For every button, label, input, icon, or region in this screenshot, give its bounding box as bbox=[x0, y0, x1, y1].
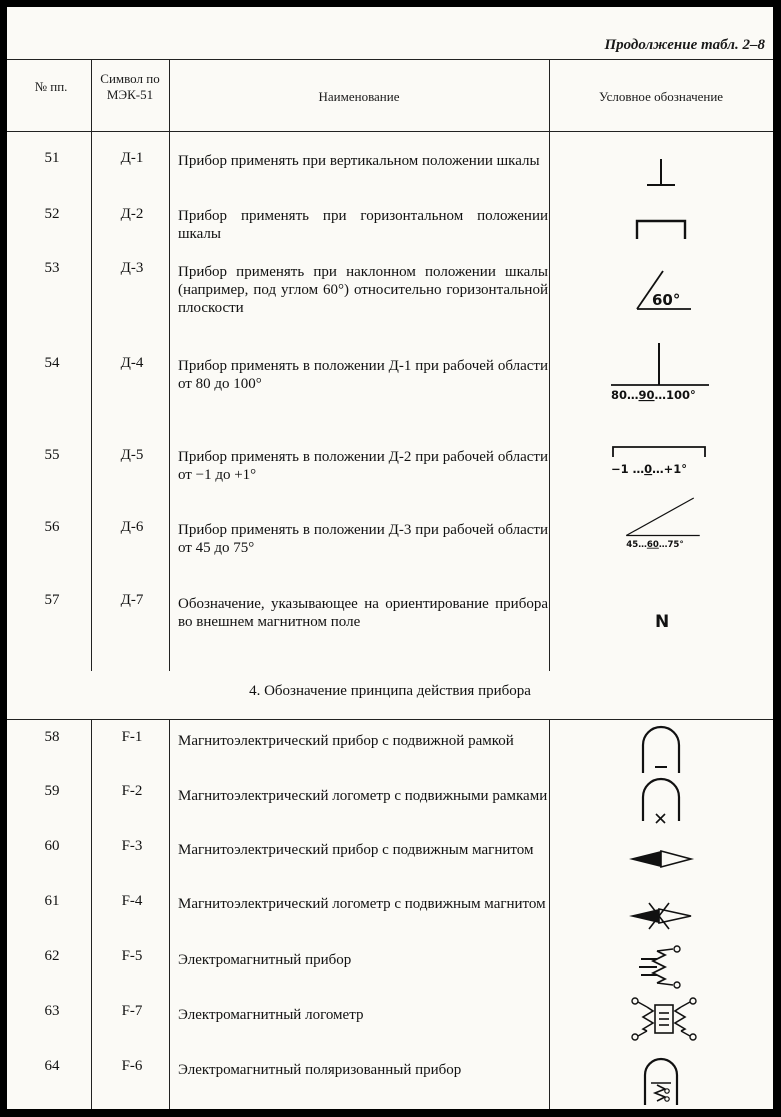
row-symbol: Д-2 bbox=[120, 206, 144, 222]
row-symbol: F-4 bbox=[121, 893, 143, 909]
row-name: Прибор применять в положении Д-3 при рабочей области от 45 до 75° bbox=[178, 522, 548, 556]
moving-coil-icon bbox=[597, 721, 747, 781]
row-name: Прибор применять при вертикальном положении шкалы bbox=[178, 153, 540, 169]
row-number: 63 bbox=[44, 1003, 60, 1019]
bracket-icon bbox=[597, 203, 747, 263]
row-symbol: F-3 bbox=[121, 838, 143, 854]
header-mark: Условное обозначение bbox=[598, 89, 724, 104]
row-number: 58 bbox=[44, 729, 60, 745]
row-number: 56 bbox=[44, 519, 60, 535]
range-start: −1 … bbox=[611, 462, 645, 476]
row-name: Прибор применять в положении Д-1 при рабочей области от 80 до 100° bbox=[178, 358, 548, 392]
row-name: Электромагнитный поляризованный прибор bbox=[178, 1062, 462, 1078]
row-name: Прибор применять при наклонном положении шкалы (например, под углом 60°) относительно горизонтальной плоскости bbox=[178, 264, 548, 316]
moving-magnet-ratio-icon bbox=[597, 885, 747, 945]
range-end: …100° bbox=[654, 388, 696, 402]
row-symbol: Д-1 bbox=[120, 150, 144, 166]
row-number: 61 bbox=[44, 893, 60, 909]
range-mid: 0 bbox=[644, 462, 653, 476]
row-name: Прибор применять в положении Д-2 при рабочей области от −1 до +1° bbox=[178, 449, 548, 483]
incline-range-icon bbox=[597, 495, 747, 555]
row-name: Электромагнитный логометр bbox=[178, 1007, 364, 1023]
row-symbol: Д-5 bbox=[120, 447, 144, 463]
header-name: Наименование bbox=[318, 89, 400, 104]
row-symbol: F-1 bbox=[121, 729, 143, 745]
row-symbol: Д-6 bbox=[120, 519, 144, 535]
header-symbol: Символ по МЭК-51 bbox=[100, 71, 160, 102]
row-number: 53 bbox=[44, 260, 60, 276]
perpendicular-icon bbox=[597, 147, 747, 207]
column-divider bbox=[549, 719, 550, 1109]
row-number: 64 bbox=[44, 1058, 60, 1074]
polarized-electromagnetic-icon bbox=[597, 1047, 747, 1107]
moving-coil-ratio-icon bbox=[597, 777, 747, 837]
row-number: 62 bbox=[44, 948, 60, 964]
range-end: …75° bbox=[658, 539, 684, 550]
angle-label: 60° bbox=[652, 291, 681, 309]
range-start: 45… bbox=[626, 539, 647, 550]
column-divider bbox=[169, 719, 170, 1109]
row-name: Обозначение, указывающее на ориентирование прибора во внешнем магнитном поле bbox=[178, 596, 548, 630]
column-divider bbox=[91, 719, 92, 1109]
row-name: Магнитоэлектрический логометр с подвижным магнитом bbox=[178, 896, 546, 912]
row-number: 55 bbox=[44, 447, 60, 463]
row-symbol: F-6 bbox=[121, 1058, 143, 1074]
range-end: …+1° bbox=[652, 462, 688, 476]
row-number: 52 bbox=[44, 206, 60, 222]
column-divider bbox=[91, 59, 92, 671]
vertical-range-icon bbox=[597, 343, 747, 403]
section-rule bbox=[7, 719, 773, 720]
moving-magnet-icon bbox=[597, 829, 747, 889]
row-symbol: F-2 bbox=[121, 783, 143, 799]
electromagnetic-ratio-icon bbox=[597, 989, 747, 1049]
electromagnetic-icon bbox=[597, 937, 747, 997]
header-bottom-rule bbox=[7, 131, 773, 132]
row-number: 54 bbox=[44, 355, 60, 371]
row-symbol: Д-4 bbox=[120, 355, 144, 371]
svg-text:45…60…75° bbox=[626, 540, 683, 550]
row-name: Магнитоэлектрический прибор с подвижным магнитом bbox=[178, 842, 534, 858]
row-name: Электромагнитный прибор bbox=[178, 952, 352, 968]
header-num: № пп. bbox=[34, 79, 68, 94]
table-top-rule bbox=[7, 59, 773, 60]
row-symbol: F-5 bbox=[121, 948, 143, 964]
row-symbol: F-7 bbox=[121, 1003, 143, 1019]
row-name: Прибор применять при горизонтальном положении шкалы bbox=[178, 208, 548, 242]
document-page bbox=[7, 7, 773, 1109]
magnetic-field-icon bbox=[597, 595, 747, 655]
range-mid: 90 bbox=[638, 388, 655, 402]
table-caption: Продолжение табл. 2–8 bbox=[604, 37, 765, 53]
section-title: 4. Обозначение принципа действия прибора bbox=[249, 683, 531, 699]
column-divider bbox=[549, 59, 550, 671]
row-name: Магнитоэлектрический прибор с подвижной рамкой bbox=[178, 733, 514, 749]
row-name: Магнитоэлектрический логометр с подвижными рамками bbox=[178, 788, 548, 804]
row-number: 60 bbox=[44, 838, 60, 854]
horizontal-range-icon bbox=[597, 435, 747, 495]
row-symbol: Д-7 bbox=[120, 592, 144, 608]
row-number: 57 bbox=[44, 592, 60, 608]
svg-text:−1 …0…+1° bbox=[611, 462, 687, 476]
range-start: 80… bbox=[611, 388, 639, 402]
north-label: N bbox=[655, 612, 670, 632]
range-mid: 60 bbox=[646, 539, 659, 550]
row-number: 51 bbox=[44, 150, 60, 166]
svg-text:80…90…100° bbox=[611, 388, 696, 402]
row-number: 59 bbox=[44, 783, 60, 799]
angle-icon bbox=[597, 263, 747, 323]
row-symbol: Д-3 bbox=[120, 260, 144, 276]
column-divider bbox=[169, 59, 170, 671]
